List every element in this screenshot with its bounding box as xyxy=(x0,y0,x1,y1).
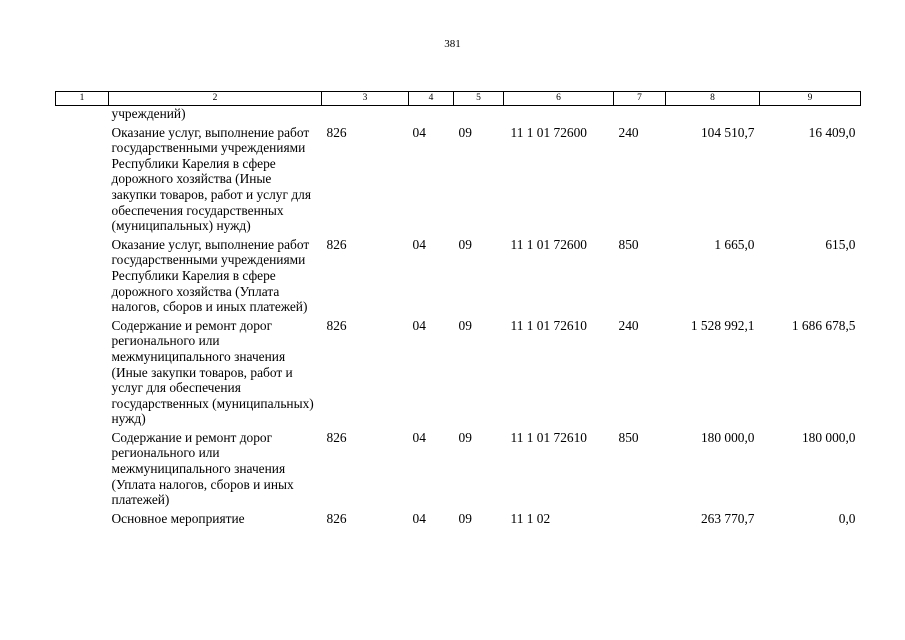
row-amount-1: 104 510,7 xyxy=(700,124,755,140)
row-target: 11 1 01 72600 xyxy=(510,124,587,140)
row-amount-2: 1 686 678,5 xyxy=(791,317,856,333)
row-type xyxy=(614,508,666,527)
row-name: Оказание услуг, выполнение работ государственными учреждениями Республики Карелия в сфере дорожного хозяйства (Иные закупки товаров, работ и услуг для обеспечения государственных (муниципальных) нужд) xyxy=(111,124,311,234)
header-cell-1: 1 xyxy=(56,92,109,106)
row-name: Содержание и ремонт дорог регионального или межмуниципального значения (Иные закупки товаров, работ и услуг для обеспечения государственных (муниципальных) нужд) xyxy=(111,317,314,427)
row-subsection: 09 xyxy=(458,429,472,445)
table-row xyxy=(56,508,861,527)
row-section: 04 xyxy=(412,317,426,333)
row-section: 04 xyxy=(412,429,426,445)
row-amount-2: 16 409,0 xyxy=(808,124,856,140)
row-amount-1: 180 000,0 xyxy=(700,429,755,445)
table-row xyxy=(56,315,861,427)
row-section: 04 xyxy=(412,236,426,252)
header-cell-3: 3 xyxy=(322,92,409,106)
row-amount-2: 180 000,0 xyxy=(801,429,856,445)
row-subsection: 09 xyxy=(458,236,472,252)
row-type: 850 xyxy=(618,429,639,445)
row-code: 826 xyxy=(326,236,347,252)
table-row xyxy=(56,234,861,315)
row-subsection: 09 xyxy=(458,510,472,526)
row-type: 240 xyxy=(618,317,639,333)
row-section: 04 xyxy=(412,124,426,140)
row-target: 11 1 01 72600 xyxy=(510,236,587,252)
header-cell-4: 4 xyxy=(409,92,454,106)
header-cell-6: 6 xyxy=(504,92,614,106)
table-row xyxy=(56,427,861,508)
budget-table xyxy=(55,91,861,526)
header-cell-5: 5 xyxy=(454,92,504,106)
row-amount-1: 263 770,7 xyxy=(700,510,755,526)
header-cell-9: 9 xyxy=(760,92,861,106)
header-cell-2: 2 xyxy=(109,92,322,106)
row-type: 850 xyxy=(618,236,639,252)
row-code: 826 xyxy=(326,510,347,526)
header-cell-8: 8 xyxy=(666,92,760,106)
row-amount-2: 615,0 xyxy=(825,236,856,252)
row-name: Основное мероприятие xyxy=(111,510,245,526)
row-code: 826 xyxy=(326,317,347,333)
row-name: Оказание услуг, выполнение работ государственными учреждениями Республики Карелия в сфере дорожного хозяйства (Уплата налогов, сборов и иных платежей) xyxy=(111,236,310,315)
row-subsection: 09 xyxy=(458,124,472,140)
row-code: 826 xyxy=(326,124,347,140)
continued-row xyxy=(56,106,861,122)
header-cell-7: 7 xyxy=(614,92,666,106)
row-target: 11 1 01 72610 xyxy=(510,317,587,333)
row-subsection: 09 xyxy=(458,317,472,333)
column-number-header xyxy=(56,92,861,106)
row-section: 04 xyxy=(412,510,426,526)
table-row xyxy=(56,122,861,234)
row-code: 826 xyxy=(326,429,347,445)
row-type: 240 xyxy=(618,124,639,140)
page-number: 381 xyxy=(444,38,461,50)
row-amount-2: 0,0 xyxy=(838,510,856,526)
row-target: 11 1 01 72610 xyxy=(510,429,587,445)
row-amount-1: 1 528 992,1 xyxy=(690,317,755,333)
row-amount-1: 1 665,0 xyxy=(714,236,755,252)
row-name: Содержание и ремонт дорог регионального или межмуниципального значения (Уплата налогов, сборов и иных платежей) xyxy=(111,429,294,508)
row-target: 11 1 02 xyxy=(510,510,551,526)
continued-text: учреждений) xyxy=(111,106,186,121)
